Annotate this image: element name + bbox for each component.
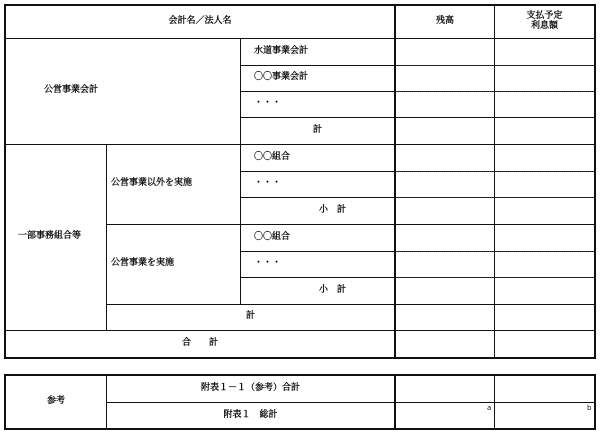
main-border-left — [4, 4, 6, 359]
public-group-item-1: 〇〇組合 — [254, 231, 291, 242]
ref-interest-col-line — [494, 374, 495, 430]
grand-total: 合 計 — [181, 337, 218, 348]
mark-b: b — [587, 404, 592, 412]
dotted-guide — [396, 171, 594, 172]
reference-row-2: 附表１ 総計 — [223, 409, 278, 420]
dotted-guide — [396, 91, 594, 92]
ref-balance-col-line — [394, 374, 396, 430]
other-group-label: 公営事業以外を実施 — [111, 178, 193, 189]
interest-col-left-line — [494, 4, 495, 359]
balance-col-left-line — [394, 4, 396, 359]
mark-a: a — [487, 404, 492, 412]
header-account-name: 会計名／法人名 — [168, 16, 232, 27]
other-group-item-1: 〇〇組合 — [254, 151, 291, 162]
public-enterprise-item-3: ・・・ — [254, 98, 282, 109]
public-enterprise-item-2: 〇〇事業会計 — [254, 72, 309, 83]
public-enterprise-label: 公営事業会計 — [44, 85, 99, 96]
reference-row-1: 附表１－１（参考）合計 — [200, 383, 300, 394]
association-total: 計 — [245, 311, 255, 322]
public-enterprise-total: 計 — [312, 124, 322, 135]
main-border-right — [594, 4, 596, 359]
public-group-subtotal: 小 計 — [318, 284, 346, 295]
main-border-bottom — [4, 357, 596, 359]
header-interest: 支払予定 利息額 — [526, 11, 563, 31]
header-balance: 残高 — [435, 16, 454, 27]
dotted-guide — [396, 251, 594, 252]
public-enterprise-item-1: 水道事業会計 — [254, 45, 309, 56]
dotted-guide — [396, 277, 594, 278]
public-group-label: 公営事業を実施 — [111, 258, 175, 269]
other-group-item-2: ・・・ — [254, 178, 282, 189]
assoc-item-col-line-1 — [240, 144, 241, 224]
dotted-guide — [396, 65, 594, 66]
reference-label: 参考 — [46, 396, 65, 407]
public-group-item-2: ・・・ — [254, 258, 282, 269]
other-group-subtotal: 小 計 — [318, 204, 346, 215]
association-label: 一部事務組合等 — [18, 231, 82, 242]
ref-border-bottom — [4, 428, 596, 430]
assoc-item-col-line-2 — [240, 224, 241, 304]
dotted-guide — [396, 197, 594, 198]
